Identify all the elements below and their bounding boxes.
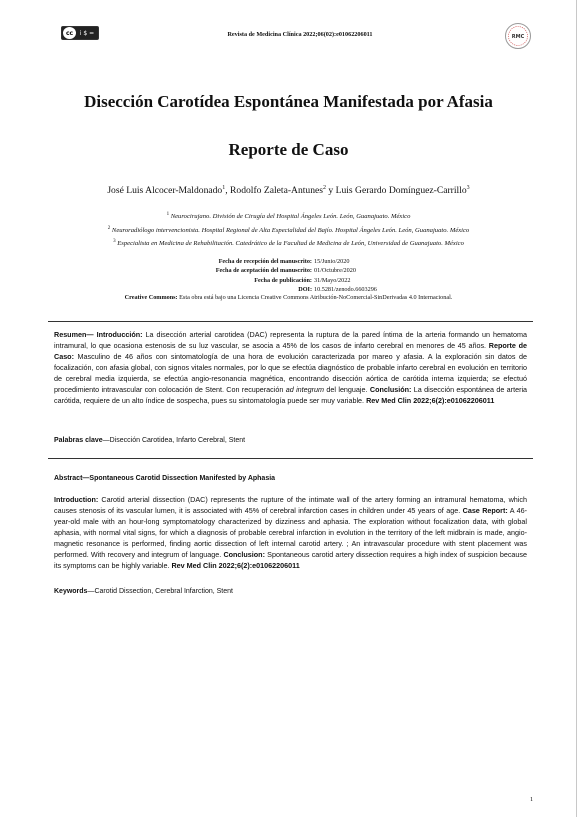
license-statement: Creative Commons: Esta obra está bajo una Licencia Creative Commons Atribución-NoComercial-SinDerivadas 4.0 Internacional. <box>124 294 453 301</box>
abstract-block: Introduction: Carotid arterial dissection (DAC) represents the rupture of the intimate wall of the artery forming an intramural hematoma, which causes stenosis of its vascular lumen, it is associated with 45% of cerebral infarction cases in children under 45 years of age. Case Report: A 46-year-old male with an hour-long symptomatology characterized by dizziness and aphasia. The exploration without focalization data, with global aphasia, with normal vital signs, for which a diagnosis of probable cerebral infarction in evolution in the territory of the left midbrain is made, angio-magnetic resonance is performed, finding aortic dissection of left internal carotid artery. ; An intravascular procedure with stent placement was performed. With recovery and integrum of language. Conclusion: Spontaneous carotid artery dissection requires a high index of suspicion because its symptoms can be highly variable. Rev Med Clin 2022;6(2):e01062206011 <box>54 495 528 570</box>
affiliation: $^1$ Neurocirujano. División de Cirugía del Hospital Ángeles León. León, Guanajuato. México <box>166 212 411 221</box>
author-name: José Luis Alcocer-Maldonado <box>107 185 223 197</box>
author-name: Rodolfo Zaleta-Antunes <box>230 185 323 197</box>
divider <box>48 458 533 459</box>
date-row: Fecha de recepción del manuscrito: 15/Junio/2020 <box>218 258 350 265</box>
creative-commons-badge[interactable] <box>61 26 99 40</box>
paper-title: Disección Carotídea Espontánea Manifestada por Afasia <box>84 92 493 111</box>
paper-subtitle: Reporte de Caso <box>228 140 349 159</box>
doi-link[interactable]: 10.5281/zenodo.6603296 <box>314 285 377 293</box>
resumen-heading: Resumen— <box>54 330 94 339</box>
journal-seal-icon <box>504 22 532 50</box>
author-affil-mark: 3 <box>466 185 470 191</box>
date-row: Fecha de aceptación del manuscrito: 01/Octubre/2020 <box>215 267 356 275</box>
keywords: Keywords—Carotid Dissection, Cerebral Infarction, Stent <box>54 588 233 595</box>
affiliation: $^3$ Especialista en Medicina de Rehabilitación. Catedrático de la Facultad de Medicina de León, Universidad de Guanajuato. México <box>113 239 464 248</box>
affiliation: $^2$ Neuroradiólogo intervencionista. Hospital Regional de Alta Especialidad del Bajío. Hospital Ángeles León. León, Guanajuato. México <box>107 225 470 234</box>
resumen-citation: Rev Med Clin 2022;6(2):e01062206011 <box>366 396 495 405</box>
date-row: Fecha de publicación: 31/Mayo/2022 <box>254 276 351 284</box>
doi-row: DOI: 10.5281/zenodo.6603296 <box>0 285 577 294</box>
author-list <box>20 185 557 196</box>
page-number: 1 <box>530 796 534 803</box>
cc-icon: cc <box>63 27 76 39</box>
publication-dates <box>0 257 577 294</box>
affiliation-list <box>40 209 537 250</box>
license-link[interactable]: Esta obra está bajo una Licencia Creative Commons Atribución-NoComercial-SinDerivadas 4.0 Internacional. <box>179 294 453 301</box>
resumen-block: Resumen— Introducción: La disección arterial carotidea (DAC) representa la ruptura de la pared íntima de la arteria formando un hematoma intramural, lo que ocasiona estenosis de su luz vascular, se asocia a 45% de los casos de infarto cerebral en menores de 45 años. Reporte de Caso: Masculino de 46 años con sintomatología de una hora de evolución caracterizada por mareo y afasia. A la exploración sin datos de focalización, con afasia global, con signos vitales normales, por lo que se efectúa diagnóstico de probable infarto cerebral en evolución en territorio de cerebral media izquierda, se efectúa angio-resonancia magnética, encontrando disección aórtica de carótida interna izquierda; se efectuó procedimiento intravascular con colocación de Stent. Con recuperación ad integrum del lenguaje. Conclusión: La disección espontánea de arteria carótida, requiere de un alto índice de sospecha, pues su sintomatología puede ser muy variable. Rev Med Clin 2022;6(2):e01062206011 <box>54 330 528 405</box>
abstract-citation: Rev Med Clin 2022;6(2):e01062206011 <box>171 561 300 570</box>
license-icons: i $ = <box>79 29 95 37</box>
author-name: Luis Gerardo Domínguez-Carrillo <box>335 185 467 197</box>
svg-text:RMC: RMC <box>511 34 525 40</box>
author-separator: , <box>225 185 231 197</box>
author-separator: y <box>326 185 336 197</box>
palabras-clave: Palabras clave—Disección Carotidea, Infarto Cerebral, Stent <box>54 437 246 444</box>
abstract-heading: Abstract—Spontaneous Carotid Dissection Manifested by Aphasia <box>54 475 276 482</box>
author-affil-mark: 2 <box>323 185 326 191</box>
journal-header: Revista de Medicina Clínica 2022;06(02):e01062206011 <box>227 31 373 38</box>
author-affil-mark: 1 <box>222 185 226 191</box>
divider <box>48 321 533 322</box>
